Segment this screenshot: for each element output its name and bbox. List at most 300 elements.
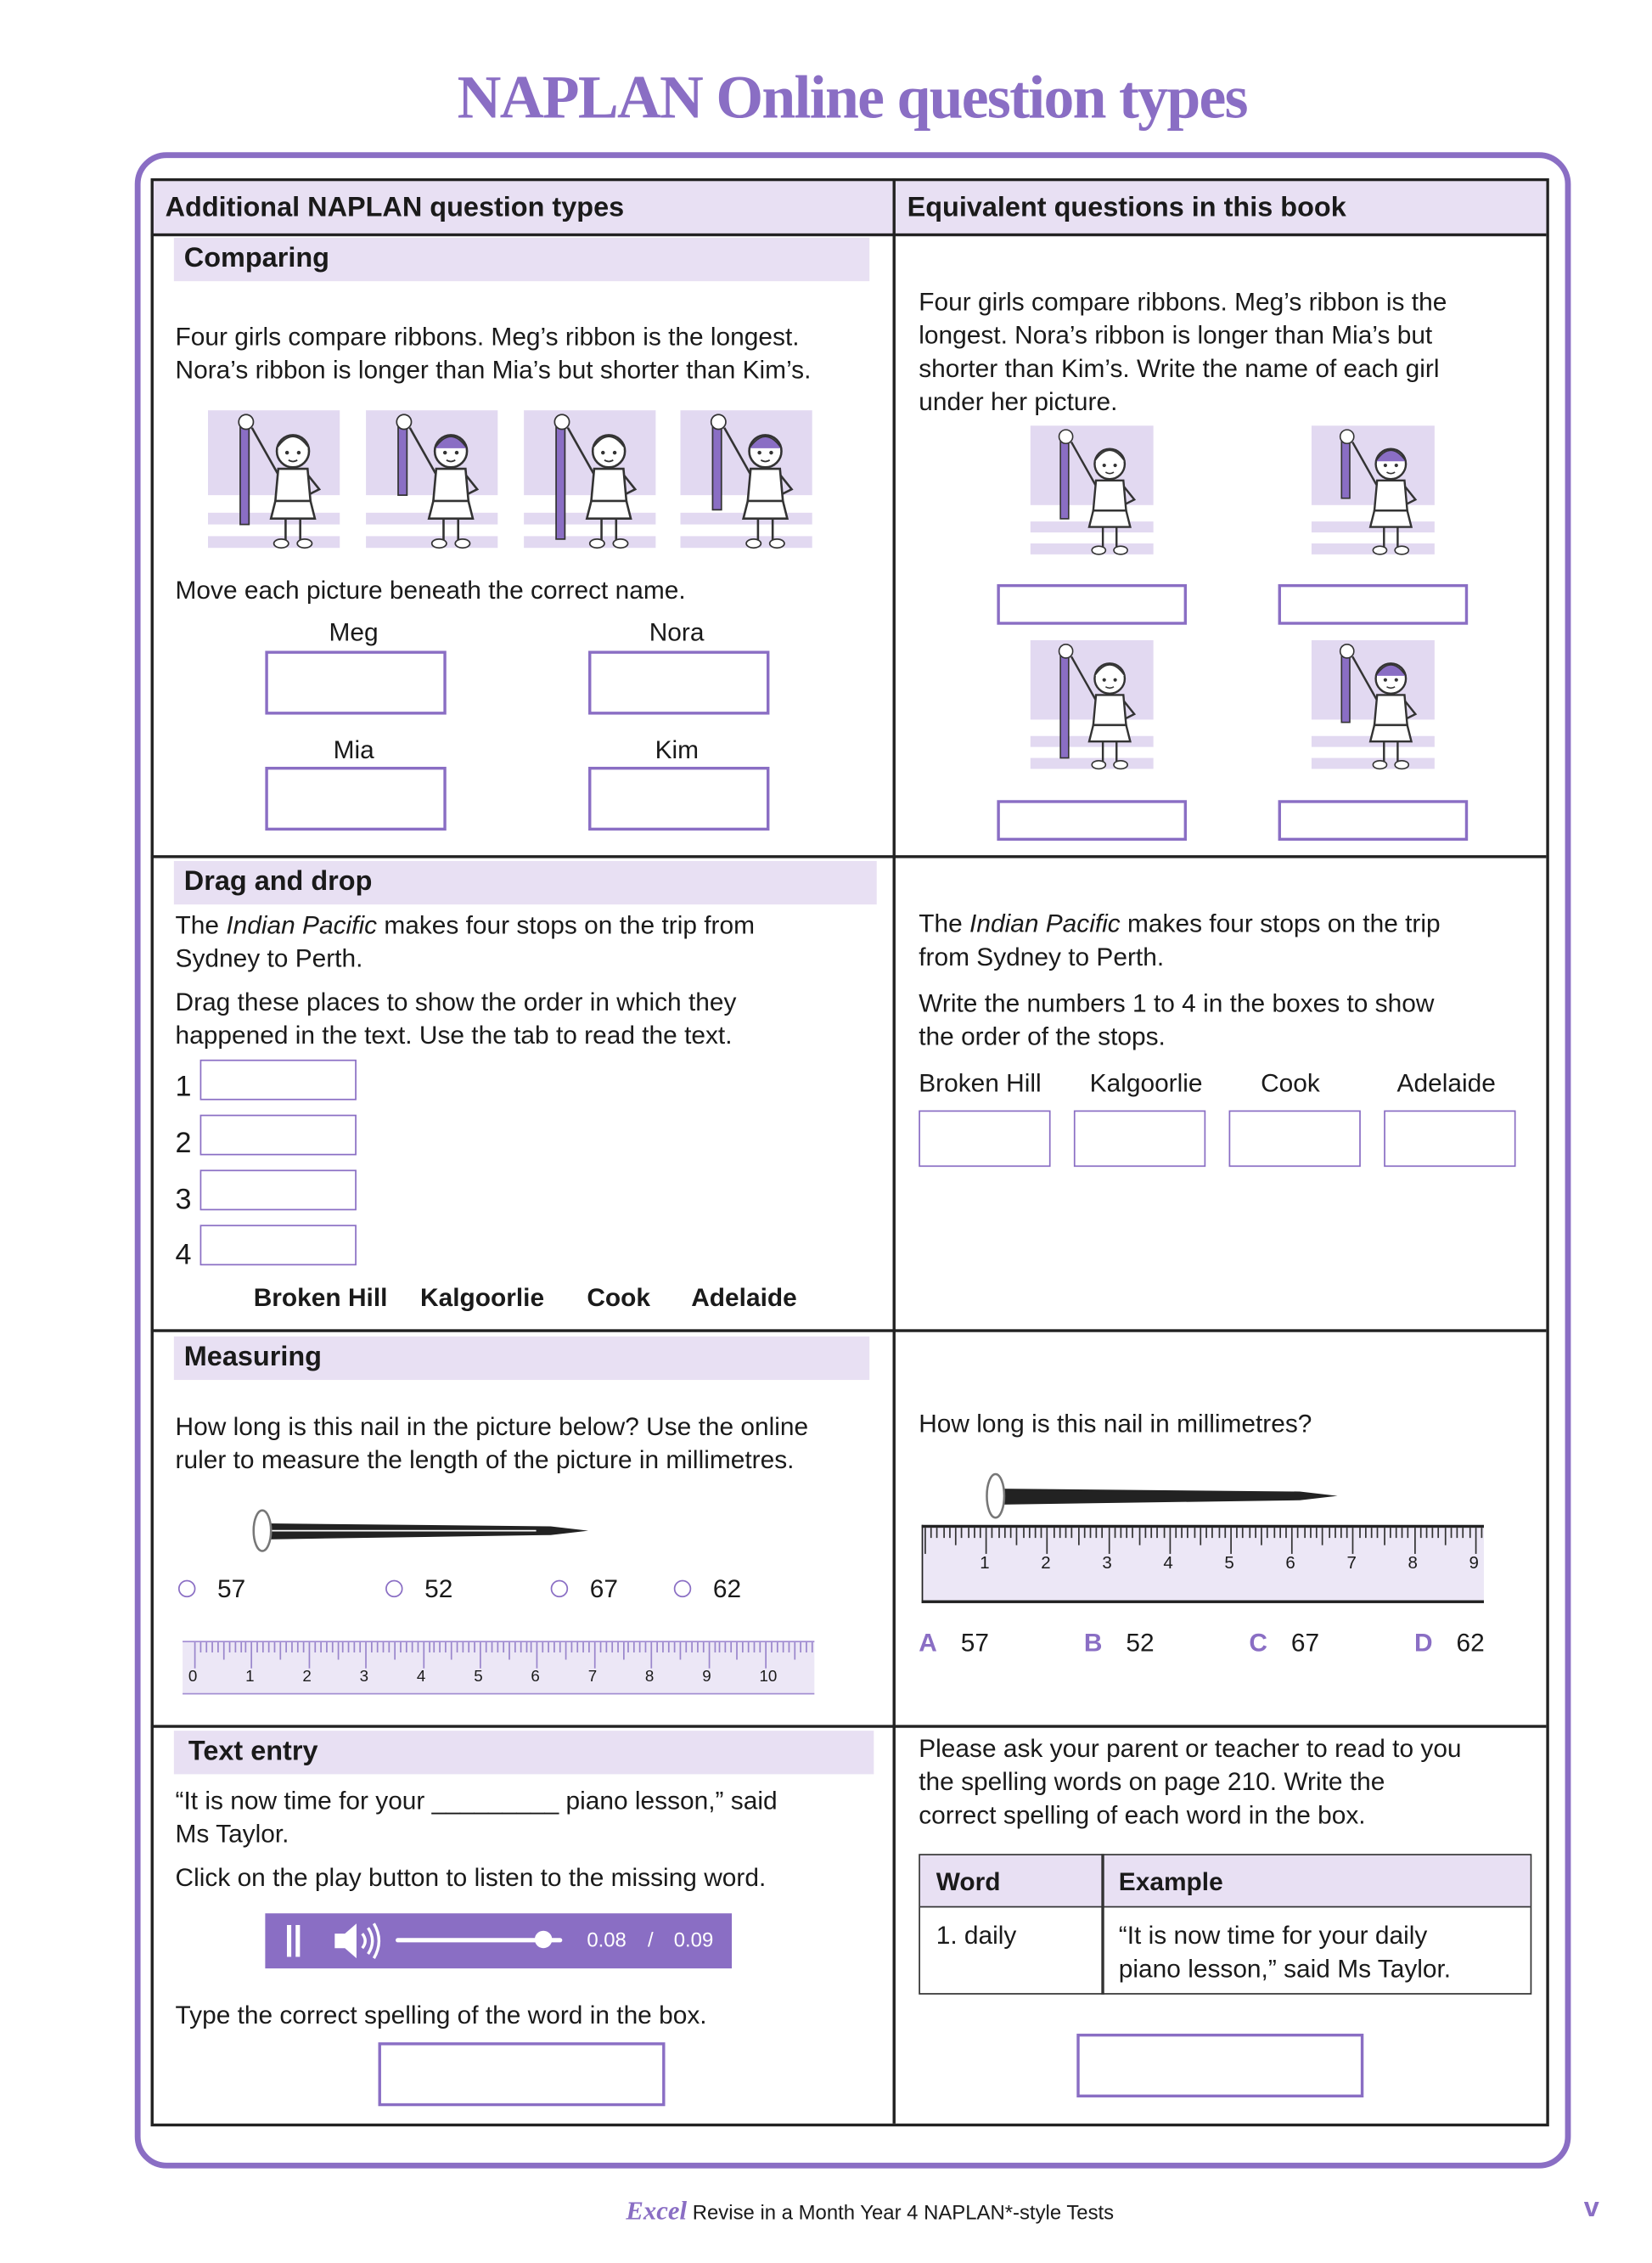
ruler-tick [1444,1528,1446,1545]
ruler-tick [725,1642,727,1652]
ruler-tick [469,1642,470,1652]
girl-with-ribbon-picture[interactable] [1312,639,1435,773]
name-label: Mia [333,735,374,764]
ruler-tick [949,1528,951,1538]
ruler-label: 3 [1102,1552,1112,1573]
ruler-tick [308,1642,310,1669]
instruction: Move each picture beneath the correct name. [175,575,686,605]
ruler-label: 4 [1163,1552,1173,1573]
ruler-tick [343,1642,345,1652]
page-number: v [1583,2193,1599,2224]
table-cell-example: “It is now time for your daily [1118,1920,1428,1950]
ruler-tick [1114,1528,1115,1538]
ruler-label: 6 [1285,1552,1295,1573]
number-box[interactable] [1074,1111,1205,1168]
ruler-tick [594,1642,596,1669]
ruler-tick [656,1642,658,1652]
column-divider [893,178,896,2124]
ruler-tick [1205,1528,1207,1538]
ruler-tick [285,1642,287,1652]
answer-option: 52 [424,1573,453,1603]
answer-letter: B [1083,1627,1103,1658]
name-label: Meg [329,617,379,647]
ruler-tick [731,1642,733,1652]
name-box[interactable] [997,800,1187,841]
girl-with-ribbon-picture[interactable] [523,410,656,551]
footer [626,2196,1114,2226]
ruler-tick [503,1642,504,1652]
order-number: 4 [175,1239,192,1272]
ruler-tick [234,1642,236,1652]
text-line: How long is this nail in the picture below? Use the online [175,1411,809,1441]
ruler-tick [383,1642,385,1652]
section-label-measuring: Measuring [174,1337,869,1380]
girl-with-ribbon-picture[interactable] [1312,425,1435,558]
ruler-tick [708,1642,710,1669]
ruler-tick [1273,1528,1275,1538]
spelling-box[interactable] [1076,2034,1363,2097]
ruler-tick [1420,1528,1422,1538]
ruler-tick [645,1642,647,1652]
ruler-label: 6 [531,1668,540,1686]
ruler-tick [1059,1528,1061,1538]
text-line: Write the numbers 1 to 4 in the boxes to show [919,988,1435,1018]
ruler-tick [199,1642,201,1652]
ruler-label: 0 [188,1668,198,1686]
ruler-tick [1328,1528,1329,1538]
text-line: Nora’s ribbon is longer than Mia’s but shorter than Kim’s. [175,355,812,385]
ruler-tick [1090,1528,1092,1538]
ruler-tick [553,1642,555,1652]
ruler-tick [1194,1528,1195,1538]
ruler-tick [1255,1528,1256,1538]
divider [151,234,1547,236]
ruler-tick [760,1642,761,1652]
ruler-tick [1127,1528,1128,1538]
ruler-tick [1144,1528,1146,1538]
answer-radio[interactable] [178,1580,195,1597]
audio-current-time: 0.08 [587,1928,627,1951]
ruler-tick [262,1642,264,1652]
ruler-tick [622,1642,624,1659]
ruler-tick [576,1642,578,1652]
ruler-tick [1316,1528,1318,1538]
ruler-tick [1402,1528,1403,1538]
ruler-tick [1463,1528,1464,1538]
ruler-tick [434,1642,435,1652]
name-box[interactable] [1278,584,1469,625]
ruler-tick [217,1642,219,1652]
ruler-tick [571,1642,573,1652]
name-label: Nora [649,617,705,647]
ruler-tick [303,1642,305,1652]
ruler-tick [1200,1528,1201,1545]
ruler-tick [525,1642,527,1652]
ruler-tick [651,1642,653,1669]
ruler-tick [930,1528,932,1538]
ruler-tick [794,1642,795,1659]
ruler-tick [1438,1528,1440,1538]
ruler-tick [394,1642,396,1659]
ruler-tick [992,1528,993,1538]
ruler-tick [291,1642,293,1652]
ruler-tick [771,1642,773,1652]
ruler-tick [240,1642,242,1652]
ruler-tick [509,1642,510,1659]
text-line: longest. Nora’s ribbon is longer than Mia’s but [919,320,1433,350]
text-line: the spelling words on page 210. Write the [919,1766,1385,1796]
ruler-tick [274,1642,276,1652]
text-line: The Indian Pacific makes four stops on the trip from [175,909,756,940]
section-label-comparing: Comparing [174,238,869,281]
ruler-tick [1163,1528,1165,1538]
answer-option: 62 [712,1573,742,1603]
ruler-tick [588,1642,590,1652]
ruler-tick [457,1642,458,1652]
ruler-tick [365,1642,367,1669]
ruler-tick [599,1642,601,1652]
ruler-tick [782,1642,784,1652]
ruler-tick [211,1642,213,1652]
ruler-tick [1297,1528,1299,1538]
ruler-tick [1408,1528,1409,1538]
ruler-tick [1413,1528,1415,1554]
ruler-tick [194,1642,196,1669]
ruler-label: 1 [980,1552,990,1573]
page-title: NAPLAN Online question types [457,65,1247,132]
ruler-tick [1426,1528,1428,1538]
column-divider [1101,1854,1104,1995]
nail-image [981,1472,1344,1523]
ruler-tick [1041,1528,1042,1538]
table-cell-word: 1. daily [936,1920,1017,1950]
ruler-tick [742,1642,744,1652]
text-line: How long is this nail in millimetres? [919,1409,1312,1438]
online-ruler[interactable] [183,1641,814,1694]
ruler-tick [1340,1528,1342,1538]
ruler-tick [348,1642,350,1652]
ruler-label: 9 [1469,1552,1479,1573]
ruler-tick [1035,1528,1037,1538]
drop-box-nora[interactable] [588,650,769,714]
ruler-tick [811,1642,812,1652]
ruler-tick [754,1642,756,1652]
text-line: the order of the stops. [919,1022,1166,1051]
ruler-tick [1102,1528,1104,1538]
ruler-tick [257,1642,259,1652]
ruler-label: 2 [1041,1552,1051,1573]
ruler-tick [955,1528,957,1545]
divider [151,1725,1547,1727]
text-line: Four girls compare ribbons. Meg’s ribbon is the [919,286,1447,317]
answer-letter: D [1414,1627,1433,1658]
ruler-tick [1249,1528,1250,1538]
answer-letter: C [1249,1627,1268,1658]
ruler-tick [1132,1528,1134,1538]
name-label: Kim [655,735,700,764]
audio-time-separator: / [648,1928,654,1951]
ruler-tick [697,1642,699,1652]
ruler-tick [1212,1528,1214,1538]
text-line: Drag these places to show the order in which they [175,987,737,1016]
ruler-tick [737,1642,739,1659]
ruler-tick [1261,1528,1262,1545]
ruler-label: 8 [644,1668,655,1686]
audio-player [265,1913,732,1968]
ruler-label: 10 [759,1668,778,1686]
ruler-tick [463,1642,464,1652]
ruler-tick [400,1642,402,1652]
ruler-tick [446,1642,447,1652]
answer-radio[interactable] [385,1580,402,1597]
ruler-tick [748,1642,750,1652]
ruler-tick [1432,1528,1434,1538]
ruler-tick [1279,1528,1281,1538]
place-label: Kalgoorlie [1089,1068,1203,1098]
ruler-tick [354,1642,356,1652]
ruler-tick [765,1642,767,1669]
ruler-tick [1304,1528,1306,1538]
ruler-tick [297,1642,299,1652]
ruler-label: 3 [359,1668,369,1686]
ruler-tick [980,1528,981,1538]
text-line: ruler to measure the length of the picture in millimetres. [175,1444,795,1475]
ruler-tick [360,1642,362,1652]
ruler-tick [451,1642,452,1659]
ruler-tick [1377,1528,1379,1538]
ruler-tick [1047,1528,1048,1554]
ruler-label: 1 [245,1668,255,1686]
draggable-place[interactable]: Adelaide [691,1282,797,1312]
section-label-drag: Drag and drop [174,861,877,904]
ruler-tick [542,1642,544,1652]
ruler-tick [685,1642,687,1652]
ruler-tick [986,1528,987,1554]
answer-letter: A [919,1627,937,1658]
ruler-tick [268,1642,270,1652]
ruler-tick [1157,1528,1159,1538]
text-line: Type the correct spelling of the word in the box. [175,2000,707,2029]
ruler-tick [423,1642,424,1669]
ruler-label: 7 [1346,1552,1357,1573]
place-label: Broken Hill [919,1068,1042,1098]
text-line: Four girls compare ribbons. Meg’s ribbon is the longest. [175,321,800,352]
ruler-tick [1083,1528,1085,1538]
ruler-tick [537,1642,538,1669]
ruler-tick [497,1642,498,1652]
ruler-tick [1121,1528,1122,1538]
number-box[interactable] [919,1111,1050,1168]
pause-icon[interactable] [285,1925,302,1957]
ruler-tick [1065,1528,1067,1538]
ruler-tick [1457,1528,1458,1538]
number-box[interactable] [1384,1111,1515,1168]
ruler-tick [1358,1528,1360,1538]
ruler-tick [245,1642,247,1652]
number-box[interactable] [1229,1111,1361,1168]
ruler-tick [1396,1528,1397,1538]
answer-option: 67 [589,1573,618,1603]
girl-with-ribbon-picture[interactable] [1031,425,1154,558]
ruler-tick [251,1642,253,1669]
ruler-tick [1335,1528,1336,1538]
drop-slot-1[interactable] [200,1060,357,1101]
ruler-tick [1346,1528,1348,1538]
drop-box-kim[interactable] [588,767,769,830]
drop-slot-4[interactable] [200,1224,357,1265]
ruler-tick [800,1642,801,1652]
ruler-tick [325,1642,327,1652]
ruler-tick [440,1642,441,1652]
name-box[interactable] [1278,800,1469,841]
ruler-tick [924,1528,926,1554]
section-label-text-entry: Text entry [174,1731,874,1774]
ruler-label: 9 [702,1668,711,1686]
ruler-tick [936,1528,938,1538]
ruler-tick [1371,1528,1373,1538]
ruler-tick [1267,1528,1268,1538]
draggable-place[interactable]: Cook [587,1282,651,1312]
ruler-label: 5 [474,1668,483,1686]
answer-radio[interactable] [674,1580,691,1597]
text-line: Ms Taylor. [175,1819,289,1849]
place-label: Adelaide [1396,1068,1496,1098]
ruler-tick [486,1642,487,1652]
ruler-tick [1077,1528,1079,1545]
ruler-tick [1188,1528,1189,1538]
answer-option: 67 [1290,1627,1320,1658]
ruler-tick [1291,1528,1293,1554]
ruler-label: 4 [416,1668,426,1686]
ruler-tick [406,1642,407,1652]
girl-with-ribbon-picture[interactable] [680,410,813,551]
ruler-tick [974,1528,975,1538]
ruler-tick [1451,1528,1453,1538]
ruler-tick [1310,1528,1312,1538]
girl-with-ribbon-picture[interactable] [1031,639,1154,773]
audio-total-time: 0.09 [673,1928,714,1951]
ruler-tick [1029,1528,1031,1538]
ruler-tick [662,1642,664,1652]
ruler-tick [691,1642,693,1652]
ruler-label: 7 [587,1668,598,1686]
ruler-tick [997,1528,999,1538]
drop-box-meg[interactable] [265,650,446,714]
ruler-tick [1352,1528,1354,1554]
brand-logo: Excel [626,2196,688,2226]
draggable-place[interactable]: Broken Hill [253,1282,388,1312]
ruler-tick [428,1642,430,1652]
volume-icon[interactable] [332,1922,384,1959]
ruler-tick [1108,1528,1110,1554]
ruler-tick [1151,1528,1153,1538]
audio-progress-handle[interactable] [535,1931,552,1948]
ruler-tick [337,1642,339,1659]
ruler-tick [1096,1528,1098,1538]
ruler-tick [320,1642,322,1652]
header-right: Equivalent questions in this book [896,181,1546,236]
ruler-tick [371,1642,373,1652]
divider [151,855,1547,858]
ruler-tick [714,1642,716,1652]
girl-with-ribbon-picture[interactable] [207,410,340,551]
column-header: Word [936,1866,1001,1896]
answer-radio[interactable] [551,1580,568,1597]
drop-slot-2[interactable] [200,1115,357,1156]
ruler-tick [480,1642,481,1669]
ruler-tick [1469,1528,1470,1538]
ruler-label: 2 [302,1668,312,1686]
ruler-tick [611,1642,613,1652]
text-line: under her picture. [919,386,1118,416]
ruler-tick [520,1642,521,1652]
text-line: Please ask your parent or teacher to read to you [919,1733,1462,1763]
answer-option: 57 [217,1573,246,1603]
text-line: The Indian Pacific makes four stops on the trip [919,909,1441,938]
ruler-tick [1218,1528,1220,1538]
ruler-tick [616,1642,618,1652]
word-table-header [920,1855,1531,1907]
drop-slot-3[interactable] [200,1170,357,1211]
ruler-tick [719,1642,721,1652]
header-left: Additional NAPLAN question types [154,181,894,236]
column-header: Example [1118,1866,1223,1896]
ruler-label: 8 [1408,1552,1418,1573]
ruler-tick [1182,1528,1183,1538]
text-line: Sydney to Perth. [175,943,363,973]
ruler-tick [582,1642,584,1652]
name-box[interactable] [997,584,1187,625]
order-number: 3 [175,1184,192,1217]
nail-image [246,1507,594,1557]
spelling-input[interactable] [379,2042,666,2106]
drop-box-mia[interactable] [265,767,446,830]
ruler-tick [1285,1528,1287,1538]
ruler-tick [228,1642,230,1652]
ruler-tick [1236,1528,1238,1538]
ruler-tick [331,1642,333,1652]
ruler-tick [628,1642,630,1652]
order-number: 1 [175,1071,192,1104]
ruler-tick [1004,1528,1006,1538]
ruler-tick [788,1642,789,1652]
ruler-tick [1010,1528,1012,1538]
ruler-tick [314,1642,316,1652]
ruler-label: 5 [1224,1552,1234,1573]
girl-with-ribbon-picture[interactable] [365,410,498,551]
ruler-tick [1071,1528,1073,1538]
order-number: 2 [175,1128,192,1160]
text-line: from Sydney to Perth. [919,942,1165,971]
book-title: Revise in a Month Year 4 NAPLAN*-style Tests [692,2200,1115,2224]
ruler-tick [388,1642,390,1652]
ruler-tick [1481,1528,1483,1538]
answer-option: 62 [1456,1627,1485,1658]
draggable-place[interactable]: Kalgoorlie [420,1282,545,1312]
ruler-tick [491,1642,492,1652]
text-line: Click on the play button to listen to the missing word. [175,1862,767,1892]
ruler-tick [1138,1528,1140,1545]
ruler-tick [1230,1528,1232,1554]
ruler-image [922,1525,1484,1603]
ruler-tick [634,1642,636,1652]
answer-option: 52 [1126,1627,1155,1658]
ruler-tick [1175,1528,1177,1538]
text-line: shorter than Kim’s. Write the name of each girl [919,353,1440,383]
place-label: Cook [1261,1068,1320,1098]
ruler-tick [1243,1528,1245,1538]
ruler-tick [1475,1528,1476,1554]
